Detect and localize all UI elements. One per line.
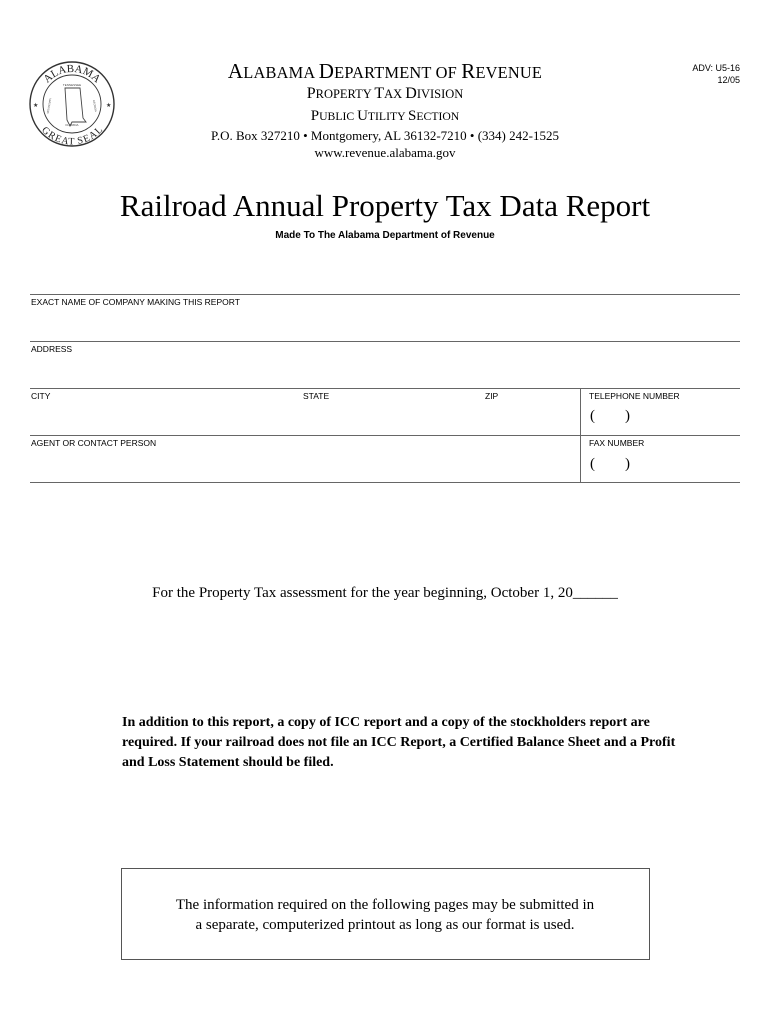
form-divider: [30, 294, 740, 295]
info-box-text: [140, 895, 630, 935]
form-code: [660, 62, 740, 86]
phone-column-divider: [580, 388, 581, 482]
fax-field[interactable]: ( ): [590, 456, 630, 472]
city-field[interactable]: [30, 402, 300, 434]
form-divider: [30, 341, 740, 342]
fax-label: FAX NUMBER: [589, 438, 645, 448]
section-name: PUBLIC UTILITY SECTION: [310, 108, 460, 124]
seal-ring-top-text: ALABAMA: [41, 62, 103, 86]
info-line-1: The information required on the following pages may be submitted in: [175, 897, 595, 913]
telephone-label: TELEPHONE NUMBER: [589, 391, 680, 401]
city-label: CITY: [31, 391, 51, 401]
company-name-label: EXACT NAME OF COMPANY MAKING THIS REPORT: [31, 297, 240, 307]
requirement-notice: In addition to this report, a copy of ICC report and a copy of the stockholders report are required. If your railroad does not file an ICC Report, a Certified Balance Sheet and a Profit and Loss Statement should be filed.: [122, 715, 676, 770]
seal-center-bottom: FLORIDA: [65, 123, 79, 127]
state-label: STATE: [303, 391, 330, 401]
seal-ring-bottom-text: GREAT SEAL: [39, 124, 105, 148]
division-name: PROPERTY TAX DIVISION: [306, 85, 464, 102]
form-number: ADV: U5-16: [692, 63, 740, 73]
seal-left-side: MISSISSIPPI: [46, 98, 53, 114]
seal-right-side: GEORGIA: [91, 99, 98, 113]
assessment-year-line: For the Property Tax assessment for the year beginning, October 1, 20______: [152, 585, 618, 601]
info-line-2: a separate, computerized printout as long as our format is used.: [195, 917, 575, 933]
page-subtitle: Made To The Alabama Department of Revenue: [275, 230, 495, 241]
svg-text:★: ★: [106, 103, 112, 109]
alabama-great-seal: [28, 60, 116, 148]
state-field[interactable]: [302, 402, 482, 434]
mailing-address: P.O. Box 327210 • Montgomery, AL 36132-7210 • (334) 242-1525: [211, 128, 559, 143]
zip-field[interactable]: [484, 402, 578, 434]
department-name: ALABAMA DEPARTMENT OF REVENUE: [227, 59, 543, 83]
company-name-field[interactable]: [30, 308, 740, 340]
form-divider: [30, 388, 740, 389]
telephone-field[interactable]: ( ): [590, 408, 630, 424]
zip-label: ZIP: [485, 391, 499, 401]
form-date: 12/05: [717, 75, 740, 85]
svg-text:★: ★: [33, 103, 39, 109]
address-label: ADDRESS: [31, 344, 73, 354]
page-title: Railroad Annual Property Tax Data Report: [119, 188, 651, 223]
form-divider: [30, 435, 740, 436]
seal-center-top: TENNESSEE: [62, 83, 82, 87]
form-divider: [30, 482, 740, 483]
website-link[interactable]: www.revenue.alabama.gov: [314, 145, 456, 160]
address-field[interactable]: [30, 355, 740, 387]
agent-label: AGENT OR CONTACT PERSON: [31, 438, 157, 448]
agent-field[interactable]: [30, 449, 578, 481]
